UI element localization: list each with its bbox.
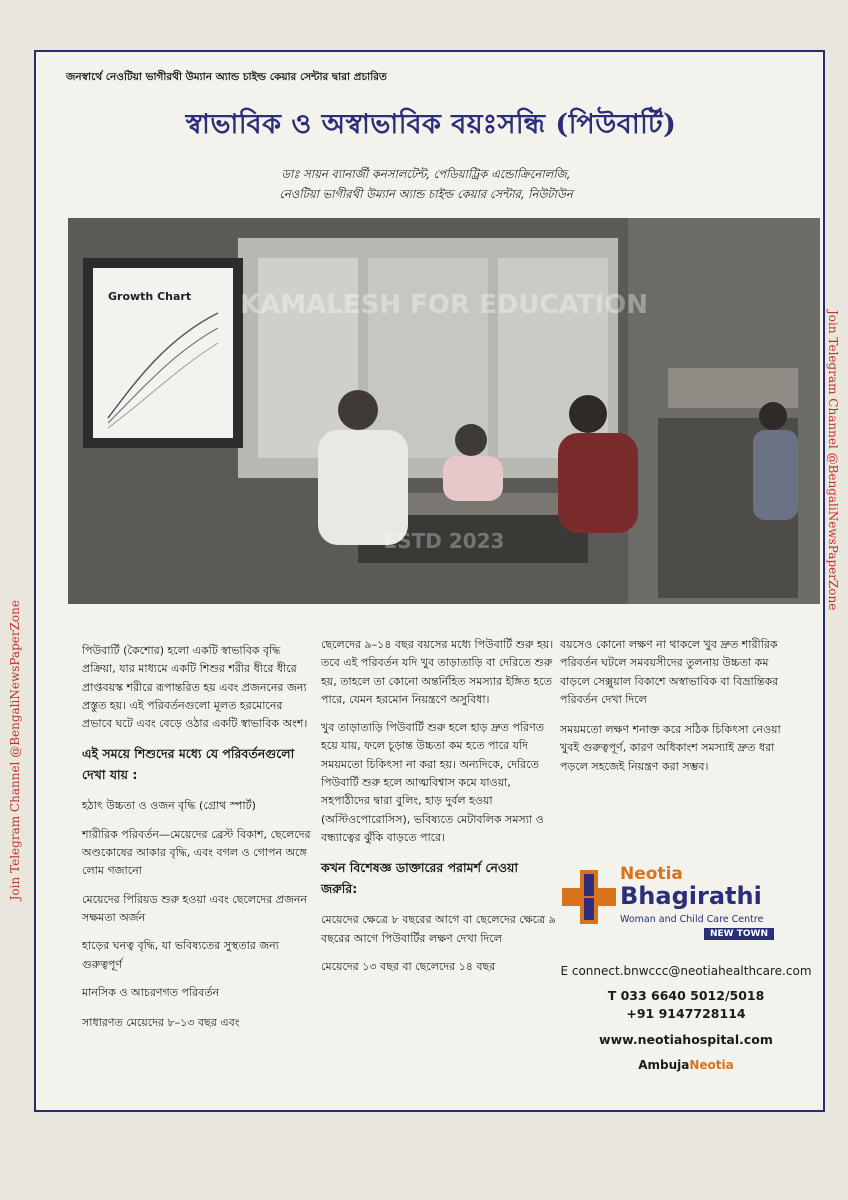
side-telegram-text-right: Join Telegram Channel @BengaliNewsPaperZone bbox=[826, 310, 840, 611]
warning-signs-paragraph: বয়সেও কোনো লক্ষণ না থাকলে খুব দ্রুত শারীরিক পরিবর্তন ঘটলে সমবয়সীদের তুলনায় উচ্চতা কম বাড়লে সেক্সুয়াল বিকাশে অস্বাভাবিক বা বিভ্রান্তিকর পরিবর্তন দেখা দিলে bbox=[560, 638, 779, 706]
contact-phone-landline: T 033 6640 5012/5018 bbox=[607, 988, 765, 1003]
brand-tagline: Woman and Child Care Centre bbox=[620, 914, 764, 925]
byline-line-2: নেওটিয়া ভাগীরথী উম্যান অ্যান্ড চাইল্ড কেয়ার সেন্টার, নিউটাউন bbox=[279, 187, 573, 201]
change-item: হাড়ের ঘনত্ব বৃদ্ধি, যা ভবিষ্যতের সুস্থতার জন্য গুরুত্বপূর্ণ bbox=[82, 939, 279, 971]
byline bbox=[156, 164, 696, 204]
hospital-logo bbox=[562, 864, 792, 944]
column-2 bbox=[321, 636, 557, 986]
change-item: মেয়েদের পিরিয়ড শুরু হওয়া এবং ছেলেদের প্রজনন সক্ষমতা অর্জন bbox=[82, 892, 307, 924]
column-3 bbox=[560, 636, 800, 786]
page-title: স্বাভাবিক ও অস্বাভাবিক বয়ঃসন্ধি (পিউবার্টি) bbox=[185, 109, 677, 140]
changes-heading: এই সময়ে শিশুদের মধ্যে যে পরিবর্তনগুলো দেখা যায় : bbox=[82, 746, 295, 783]
photo-watermark-estd: ESTD 2023 bbox=[383, 529, 505, 553]
consult-heading: কখন বিশেষজ্ঞ ডাক্তারের পরামর্শ নেওয়া জরুরি: bbox=[321, 860, 519, 897]
change-item: শারীরিক পরিবর্তন—মেয়েদের ব্রেস্ট বিকাশ, ছেলেদের অণ্ডকোষের আকার বৃদ্ধি, এবং বগল ও গোপন অঙ্গে লোম গজানো bbox=[82, 827, 311, 878]
consultation-photo bbox=[68, 218, 820, 604]
byline-line-1: ডাঃ সায়ন ব্যানার্জী কনসালটেন্ট, পেডিয়াট্রিক এন্ডোক্রিনোলজি, bbox=[281, 167, 571, 181]
growth-chart-label: Growth Chart bbox=[108, 290, 192, 303]
brand-name-bhagirathi: Bhagirathi bbox=[620, 882, 762, 910]
photo-watermark: KAMALESH FOR EDUCATION bbox=[240, 290, 648, 320]
change-item: মানসিক ও আচরণগত পরিবর্তন bbox=[82, 985, 220, 999]
column-1 bbox=[82, 642, 312, 1042]
side-telegram-text-left: Join Telegram Channel @BengaliNewsPaperZone bbox=[8, 600, 22, 901]
onset-paragraph: ছেলেদের ৯–১৪ বছর বয়সের মধ্যে পিউবার্টি শুরু হয়। তবে এই পরিবর্তন যদি খুব তাড়াতাড়ি বা দেরিতে শুরু হয়, তাহলে তা কোনো অন্তর্নিহিত সমস্যার ইঙ্গিত হতে পারে, যেমন হরমোন নিয়ন্ত্রণে অসুবিধা। bbox=[321, 638, 554, 706]
group-logo bbox=[536, 1058, 836, 1072]
change-item: হঠাৎ উচ্চতা ও ওজন বৃদ্ধি (গ্রোথ স্পার্ট) bbox=[82, 799, 256, 813]
group-name-neotia: Neotia bbox=[689, 1058, 734, 1072]
intro-paragraph: পিউবার্টি (কৈশোর) হলো একটি স্বাভাবিক বৃদ্ধি প্রক্রিয়া, যার মাধ্যমে একটি শিশুর শরীর ধীরে ধীরে প্রাপ্তবয়স্ক শরীরে রূপান্তরিত হয় এবং প্রজননের জন্য প্রস্তুত হয়। এই পরিবর্তনগুলো মূলত হরমোনের প্রভাবে ঘটে এবং বেড়ে ওঠার একটি স্বাভাবিক অংশ। bbox=[82, 644, 308, 731]
age-range-text: সাধারণত মেয়েদের ৮–১৩ বছর এবং bbox=[82, 1016, 240, 1030]
contact-phone-mobile: +91 9147728114 bbox=[626, 1006, 746, 1021]
conclusion-paragraph: সময়মতো লক্ষণ শনাক্ত করে সঠিক চিকিৎসা নেওয়া খুবই গুরুত্বপূর্ণ, কারণ অধিকাংশ সমস্যাই দ্রুত ধরা পড়লে সহজেই নিয়ন্ত্রণ করা সম্ভব। bbox=[560, 723, 781, 773]
medical-cross-icon bbox=[562, 870, 616, 924]
risk-paragraph: খুব তাড়াতাড়ি পিউবার্টি শুরু হলে হাড় দ্রুত পরিণত হয়ে যায়, ফলে চূড়ান্ত উচ্চতা কম হতে পারে যদি সময়মতো চিকিৎসা না করা হয়। অন্যদিকে, দেরিতে পিউবার্টি শুরু হলে আত্মবিশ্বাস কমে যাওয়া, সহপাঠীদের দ্বারা বুলিং, হাড় দুর্বল হওয়া (অস্টিওপোরোসিস), ভবিষ্যতে মেটাবলিক সমস্যা ও বন্ধ্যাত্বের ঝুঁকি বাড়তে পারে। bbox=[321, 721, 545, 844]
contact-website: www.neotiahospital.com bbox=[599, 1032, 773, 1047]
contact-email: E connect.bnwccc@neotiahealthcare.com bbox=[560, 964, 812, 978]
location-badge: NEW TOWN bbox=[704, 928, 774, 940]
brand-name-neotia: Neotia bbox=[620, 864, 683, 884]
consult-item: মেয়েদের ক্ষেত্রে ৮ বছরের আগে বা ছেলেদের ক্ষেত্রে ৯ বছরের আগে পিউবার্টির লক্ষণ দেখা দিলে bbox=[321, 913, 556, 945]
promo-line: জনস্বার্থে নেওটিয়া ভাগীরথী উম্যান অ্যান্ড চাইল্ড কেয়ার সেন্টার দ্বারা প্রচারিত bbox=[66, 71, 387, 83]
consultation-photo-illustration bbox=[68, 218, 820, 604]
group-name-ambuja: Ambuja bbox=[638, 1058, 690, 1072]
advertorial-frame bbox=[34, 50, 825, 1112]
consult-item: মেয়েদের ১৩ বছর বা ছেলেদের ১৪ বছর bbox=[321, 959, 496, 973]
